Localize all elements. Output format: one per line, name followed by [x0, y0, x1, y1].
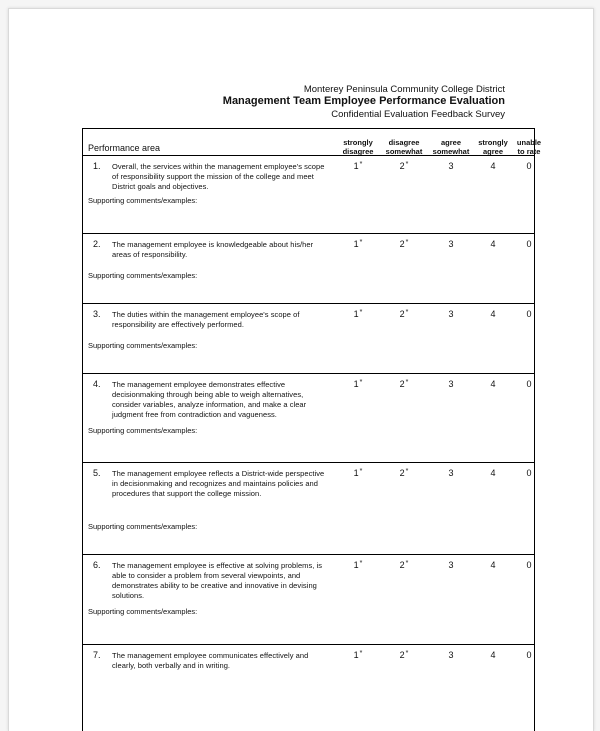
rating-value: 4 [490, 468, 496, 478]
rating-value: 0 [526, 161, 532, 171]
supporting-comments-label: Supporting comments/examples: [88, 522, 198, 531]
evaluation-table [82, 128, 542, 731]
rating-value: 2 [399, 560, 405, 570]
document-subtitle: Confidential Evaluation Feedback Survey [331, 109, 505, 120]
rating-value: 1 [353, 309, 359, 319]
rating-value: 1 [353, 468, 359, 478]
rating-option[interactable] [514, 161, 544, 171]
document-title: Management Team Employee Performance Evaluation [222, 95, 505, 107]
column-header-line: somewhat [385, 147, 423, 156]
rating-value: 3 [448, 239, 454, 249]
column-header-line: disagree [388, 138, 420, 147]
rating-option[interactable] [343, 650, 373, 660]
rating-option[interactable] [514, 309, 544, 319]
rating-asterisk: * [405, 309, 409, 316]
item-statement: Overall, the services within the management employee's scope of responsibility support the mission of the college and meet District goals and objectives. [112, 162, 325, 191]
rating-value: 3 [448, 650, 454, 660]
rating-option[interactable] [478, 468, 508, 478]
rating-value: 0 [526, 379, 532, 389]
rating-option[interactable] [514, 239, 544, 249]
rating-option[interactable] [389, 239, 419, 249]
rating-option[interactable] [343, 379, 373, 389]
rating-value: 0 [526, 468, 532, 478]
rating-option[interactable] [343, 468, 373, 478]
rating-asterisk: * [359, 468, 363, 475]
rating-asterisk: * [405, 239, 409, 246]
rating-option[interactable] [478, 309, 508, 319]
rating-value: 0 [526, 560, 532, 570]
rating-value: 2 [399, 309, 405, 319]
item-number: 2. [93, 239, 101, 249]
item-number: 6. [93, 560, 101, 570]
rating-value: 4 [490, 161, 496, 171]
rating-value: 1 [353, 379, 359, 389]
rating-option[interactable] [343, 309, 373, 319]
rating-option[interactable] [478, 239, 508, 249]
column-header-line: disagree [342, 147, 374, 156]
rating-asterisk: * [359, 560, 363, 567]
rating-option[interactable] [343, 239, 373, 249]
rating-value: 3 [448, 560, 454, 570]
rating-option[interactable] [514, 560, 544, 570]
supporting-comments-label: Supporting comments/examples: [88, 607, 198, 616]
rating-option[interactable] [478, 379, 508, 389]
rating-value: 0 [526, 650, 532, 660]
rating-asterisk: * [359, 379, 363, 386]
rating-value: 2 [399, 650, 405, 660]
column-header-line: agree [440, 138, 461, 147]
rating-option[interactable] [389, 309, 419, 319]
item-statement: The management employee reflects a District-wide perspective in decisionmaking and recognizes and maintains policies and procedures that support the college mission. [112, 469, 325, 498]
supporting-comments-label: Supporting comments/examples: [88, 426, 198, 435]
rating-option[interactable] [389, 468, 419, 478]
rating-value: 1 [353, 239, 359, 249]
rating-option[interactable] [478, 161, 508, 171]
rating-option[interactable] [389, 161, 419, 171]
item-statement: The duties within the management employee's scope of responsibility are effectively performed. [112, 310, 300, 329]
rating-option[interactable] [436, 309, 466, 319]
rating-value: 1 [353, 161, 359, 171]
row-divider [83, 373, 534, 374]
rating-option[interactable] [436, 468, 466, 478]
item-statement: The management employee is effective at solving problems, is able to consider a problem from several viewpoints, and demonstrates ability to be creative and innovative in devising solutions. [112, 561, 323, 600]
row-divider [83, 644, 534, 645]
rating-value: 0 [526, 239, 532, 249]
rating-asterisk: * [359, 239, 363, 246]
rating-value: 3 [448, 468, 454, 478]
rating-value: 2 [399, 468, 405, 478]
column-header-line: agree [482, 147, 503, 156]
column-header-line: strongly [478, 138, 508, 147]
rating-asterisk: * [405, 379, 409, 386]
column-header-line: to rate [517, 147, 541, 156]
performance-area-header: Performance area [88, 143, 161, 153]
column-header-line: somewhat [432, 147, 470, 156]
rating-value: 1 [353, 560, 359, 570]
rating-option[interactable] [514, 468, 544, 478]
rating-value: 4 [490, 650, 496, 660]
rating-option[interactable] [343, 161, 373, 171]
rating-option[interactable] [514, 650, 544, 660]
row-divider [83, 303, 534, 304]
rating-option[interactable] [389, 379, 419, 389]
rating-asterisk: * [359, 161, 363, 168]
column-header [504, 138, 554, 156]
rating-value: 4 [490, 560, 496, 570]
item-number: 5. [93, 468, 101, 478]
rating-value: 4 [490, 379, 496, 389]
supporting-comments-label: Supporting comments/examples: [88, 341, 198, 350]
rating-value: 2 [399, 161, 405, 171]
item-number: 1. [93, 161, 101, 171]
rating-value: 0 [526, 309, 532, 319]
rating-value: 3 [448, 309, 454, 319]
item-statement: The management employee is knowledgeable about his/her areas of responsibility. [112, 240, 314, 259]
column-header-line: unable [516, 138, 542, 147]
rating-option[interactable] [389, 650, 419, 660]
rating-option[interactable] [436, 239, 466, 249]
column-header [333, 138, 383, 156]
rating-option[interactable] [436, 650, 466, 660]
column-header-line: strongly [343, 138, 373, 147]
rating-option[interactable] [478, 650, 508, 660]
row-divider [83, 155, 534, 156]
item-number: 3. [93, 309, 101, 319]
document-page [8, 8, 594, 731]
row-divider [83, 554, 534, 555]
rating-option[interactable] [514, 379, 544, 389]
rating-value: 3 [448, 379, 454, 389]
rating-option[interactable] [436, 560, 466, 570]
rating-value: 4 [490, 309, 496, 319]
column-header [379, 138, 429, 156]
rating-value: 4 [490, 239, 496, 249]
rating-value: 2 [399, 239, 405, 249]
rating-option[interactable] [436, 379, 466, 389]
rating-option[interactable] [343, 560, 373, 570]
rating-asterisk: * [359, 650, 363, 657]
rating-asterisk: * [405, 161, 409, 168]
rating-value: 1 [353, 650, 359, 660]
rating-option[interactable] [436, 161, 466, 171]
supporting-comments-label: Supporting comments/examples: [88, 271, 198, 280]
rating-option[interactable] [389, 560, 419, 570]
item-number: 4. [93, 379, 101, 389]
row-divider [83, 233, 534, 234]
rating-asterisk: * [359, 309, 363, 316]
rating-asterisk: * [405, 650, 409, 657]
item-statement: The management employee demonstrates effective decisionmaking through being able to weigh alternatives, consider variables, analyze information, and make a clear judgment free from contradiction and vagueness. [112, 380, 307, 419]
item-number: 7. [93, 650, 101, 660]
row-divider [83, 462, 534, 463]
rating-asterisk: * [405, 560, 409, 567]
rating-value: 3 [448, 161, 454, 171]
item-statement: The management employee communicates effectively and clearly, both verbally and in writing. [112, 651, 309, 670]
rating-option[interactable] [478, 560, 508, 570]
rating-asterisk: * [405, 468, 409, 475]
supporting-comments-label: Supporting comments/examples: [88, 196, 198, 205]
district-name: Monterey Peninsula Community College District [303, 84, 505, 95]
rating-value: 2 [399, 379, 405, 389]
